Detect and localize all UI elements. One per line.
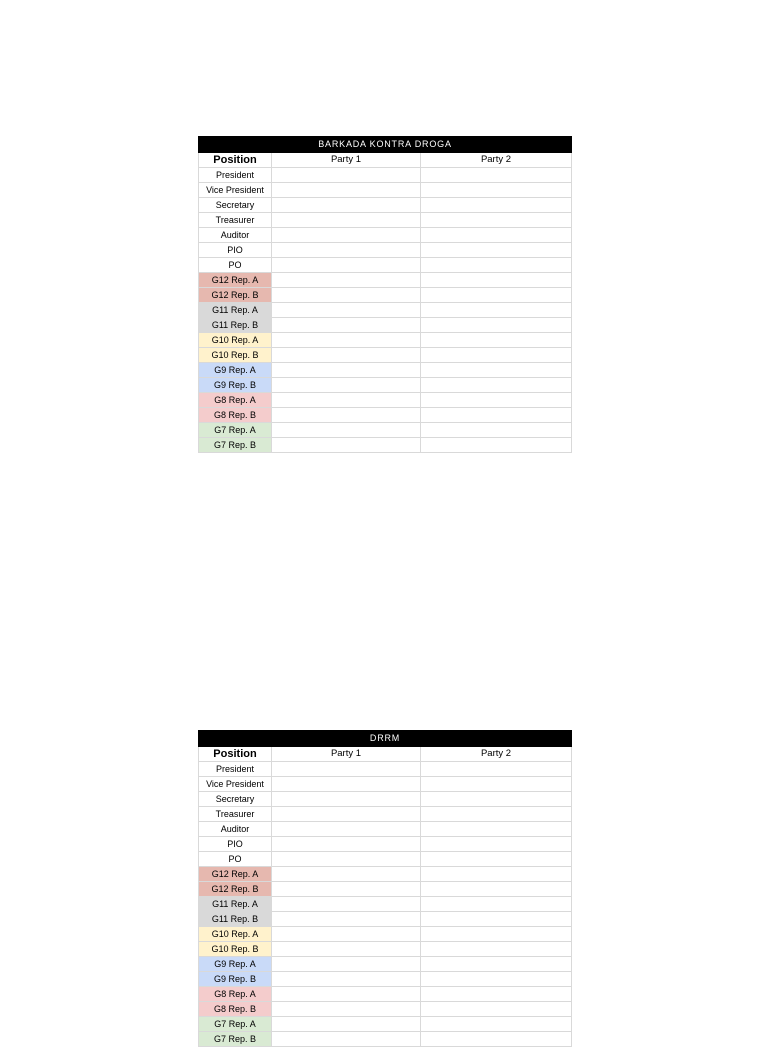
- table-row: [199, 408, 572, 423]
- table-row: [199, 378, 572, 393]
- position-header: Position: [199, 747, 272, 762]
- party1-cell[interactable]: [272, 168, 421, 183]
- table-title: DRRM: [199, 731, 572, 747]
- party1-cell[interactable]: [272, 957, 421, 972]
- party2-cell[interactable]: [421, 363, 572, 378]
- party1-cell[interactable]: [272, 243, 421, 258]
- table-row: [199, 882, 572, 897]
- party1-cell[interactable]: [272, 762, 421, 777]
- party1-cell[interactable]: [272, 897, 421, 912]
- party2-cell[interactable]: [421, 423, 572, 438]
- position-cell: PO: [199, 852, 272, 867]
- party1-cell[interactable]: [272, 987, 421, 1002]
- party2-cell[interactable]: [421, 303, 572, 318]
- table-row: [199, 168, 572, 183]
- position-cell: PIO: [199, 243, 272, 258]
- party1-cell[interactable]: [272, 867, 421, 882]
- table-row: [199, 348, 572, 363]
- table-row: [199, 228, 572, 243]
- table-title-row: [199, 731, 572, 747]
- party2-cell[interactable]: [421, 378, 572, 393]
- table-row: [199, 1032, 572, 1047]
- party1-cell[interactable]: [272, 258, 421, 273]
- table-row: [199, 957, 572, 972]
- position-cell: G12 Rep. A: [199, 273, 272, 288]
- party2-cell[interactable]: [421, 438, 572, 453]
- table-row: [199, 792, 572, 807]
- party1-cell[interactable]: [272, 228, 421, 243]
- position-cell: Vice President: [199, 183, 272, 198]
- party2-cell[interactable]: [421, 792, 572, 807]
- position-cell: G8 Rep. B: [199, 1002, 272, 1017]
- party1-cell[interactable]: [272, 1017, 421, 1032]
- table-row: [199, 303, 572, 318]
- table-row: [199, 807, 572, 822]
- party2-cell[interactable]: [421, 837, 572, 852]
- party2-cell[interactable]: [421, 228, 572, 243]
- table-row: [199, 318, 572, 333]
- table-row: [199, 762, 572, 777]
- table-row: [199, 867, 572, 882]
- table-row: [199, 912, 572, 927]
- ballot-table-drrm: [198, 730, 572, 1047]
- party1-cell[interactable]: [272, 273, 421, 288]
- position-cell: G10 Rep. A: [199, 927, 272, 942]
- party2-cell[interactable]: [421, 258, 572, 273]
- party1-cell[interactable]: [272, 807, 421, 822]
- table-row: [199, 777, 572, 792]
- party1-cell[interactable]: [272, 837, 421, 852]
- party2-cell[interactable]: [421, 852, 572, 867]
- table-row: [199, 987, 572, 1002]
- party2-cell[interactable]: [421, 288, 572, 303]
- table-row: [199, 363, 572, 378]
- position-cell: G7 Rep. A: [199, 1017, 272, 1032]
- party2-cell[interactable]: [421, 318, 572, 333]
- position-cell: G9 Rep. A: [199, 363, 272, 378]
- party1-cell[interactable]: [272, 348, 421, 363]
- table-row: [199, 423, 572, 438]
- table-row: [199, 198, 572, 213]
- party2-cell[interactable]: [421, 333, 572, 348]
- table-title-row: [199, 137, 572, 153]
- position-cell: G8 Rep. B: [199, 408, 272, 423]
- party1-cell[interactable]: [272, 822, 421, 837]
- party1-cell[interactable]: [272, 777, 421, 792]
- party2-header: Party 2: [421, 153, 572, 168]
- party2-cell[interactable]: [421, 912, 572, 927]
- party2-cell[interactable]: [421, 198, 572, 213]
- party1-header: Party 1: [272, 153, 421, 168]
- party1-cell[interactable]: [272, 333, 421, 348]
- party2-cell[interactable]: [421, 168, 572, 183]
- position-cell: G9 Rep. B: [199, 972, 272, 987]
- table-row: [199, 393, 572, 408]
- party2-cell[interactable]: [421, 927, 572, 942]
- position-cell: PO: [199, 258, 272, 273]
- party2-cell[interactable]: [421, 213, 572, 228]
- party1-cell[interactable]: [272, 183, 421, 198]
- party2-cell[interactable]: [421, 777, 572, 792]
- header-row: [199, 747, 572, 762]
- table-row: [199, 258, 572, 273]
- party2-cell[interactable]: [421, 972, 572, 987]
- party1-cell[interactable]: [272, 318, 421, 333]
- party2-cell[interactable]: [421, 807, 572, 822]
- position-cell: G12 Rep. B: [199, 882, 272, 897]
- party2-cell[interactable]: [421, 393, 572, 408]
- table-row: [199, 822, 572, 837]
- party2-cell[interactable]: [421, 897, 572, 912]
- table-row: [199, 927, 572, 942]
- position-cell: G12 Rep. A: [199, 867, 272, 882]
- party2-cell[interactable]: [421, 183, 572, 198]
- party2-header: Party 2: [421, 747, 572, 762]
- party1-cell[interactable]: [272, 852, 421, 867]
- party1-cell[interactable]: [272, 1032, 421, 1047]
- table-row: [199, 942, 572, 957]
- position-cell: G7 Rep. B: [199, 1032, 272, 1047]
- party2-cell[interactable]: [421, 867, 572, 882]
- position-header: Position: [199, 153, 272, 168]
- position-cell: G10 Rep. B: [199, 348, 272, 363]
- party1-cell[interactable]: [272, 882, 421, 897]
- party1-cell[interactable]: [272, 408, 421, 423]
- table-row: [199, 897, 572, 912]
- position-cell: G10 Rep. A: [199, 333, 272, 348]
- table-row: [199, 273, 572, 288]
- position-cell: Auditor: [199, 228, 272, 243]
- party1-cell[interactable]: [272, 972, 421, 987]
- party1-cell[interactable]: [272, 792, 421, 807]
- party1-cell[interactable]: [272, 942, 421, 957]
- party1-cell[interactable]: [272, 213, 421, 228]
- position-cell: Secretary: [199, 198, 272, 213]
- position-cell: PIO: [199, 837, 272, 852]
- table-row: [199, 288, 572, 303]
- table-row: [199, 837, 572, 852]
- party2-cell[interactable]: [421, 822, 572, 837]
- position-cell: G7 Rep. B: [199, 438, 272, 453]
- table-row: [199, 333, 572, 348]
- party2-cell[interactable]: [421, 882, 572, 897]
- party2-cell[interactable]: [421, 1017, 572, 1032]
- party2-cell[interactable]: [421, 273, 572, 288]
- position-cell: G11 Rep. A: [199, 897, 272, 912]
- table-row: [199, 1002, 572, 1017]
- party1-cell[interactable]: [272, 423, 421, 438]
- position-cell: G10 Rep. B: [199, 942, 272, 957]
- table-row: [199, 1017, 572, 1032]
- position-cell: G11 Rep. A: [199, 303, 272, 318]
- position-cell: G9 Rep. A: [199, 957, 272, 972]
- ballot-table-barkada: [198, 136, 572, 453]
- party2-cell[interactable]: [421, 243, 572, 258]
- header-row: [199, 153, 572, 168]
- party1-cell[interactable]: [272, 912, 421, 927]
- party2-cell[interactable]: [421, 942, 572, 957]
- party1-cell[interactable]: [272, 393, 421, 408]
- position-cell: Treasurer: [199, 213, 272, 228]
- table-row: [199, 438, 572, 453]
- position-cell: Secretary: [199, 792, 272, 807]
- position-cell: G7 Rep. A: [199, 423, 272, 438]
- party1-cell[interactable]: [272, 927, 421, 942]
- position-cell: Treasurer: [199, 807, 272, 822]
- party2-cell[interactable]: [421, 348, 572, 363]
- party2-cell[interactable]: [421, 1002, 572, 1017]
- table-row: [199, 243, 572, 258]
- party2-cell[interactable]: [421, 408, 572, 423]
- party1-cell[interactable]: [272, 198, 421, 213]
- table-row: [199, 183, 572, 198]
- table-title: BARKADA KONTRA DROGA: [199, 137, 572, 153]
- table-row: [199, 213, 572, 228]
- position-cell: G8 Rep. A: [199, 393, 272, 408]
- party2-cell[interactable]: [421, 1032, 572, 1047]
- position-cell: President: [199, 762, 272, 777]
- party1-cell[interactable]: [272, 438, 421, 453]
- party1-cell[interactable]: [272, 378, 421, 393]
- table-row: [199, 972, 572, 987]
- position-cell: Auditor: [199, 822, 272, 837]
- position-cell: G11 Rep. B: [199, 318, 272, 333]
- party2-cell[interactable]: [421, 762, 572, 777]
- party1-cell[interactable]: [272, 363, 421, 378]
- position-cell: G12 Rep. B: [199, 288, 272, 303]
- party2-cell[interactable]: [421, 987, 572, 1002]
- party1-cell[interactable]: [272, 303, 421, 318]
- party1-cell[interactable]: [272, 1002, 421, 1017]
- party2-cell[interactable]: [421, 957, 572, 972]
- position-cell: G9 Rep. B: [199, 378, 272, 393]
- position-cell: President: [199, 168, 272, 183]
- position-cell: Vice President: [199, 777, 272, 792]
- table-row: [199, 852, 572, 867]
- position-cell: G8 Rep. A: [199, 987, 272, 1002]
- party1-header: Party 1: [272, 747, 421, 762]
- party1-cell[interactable]: [272, 288, 421, 303]
- position-cell: G11 Rep. B: [199, 912, 272, 927]
